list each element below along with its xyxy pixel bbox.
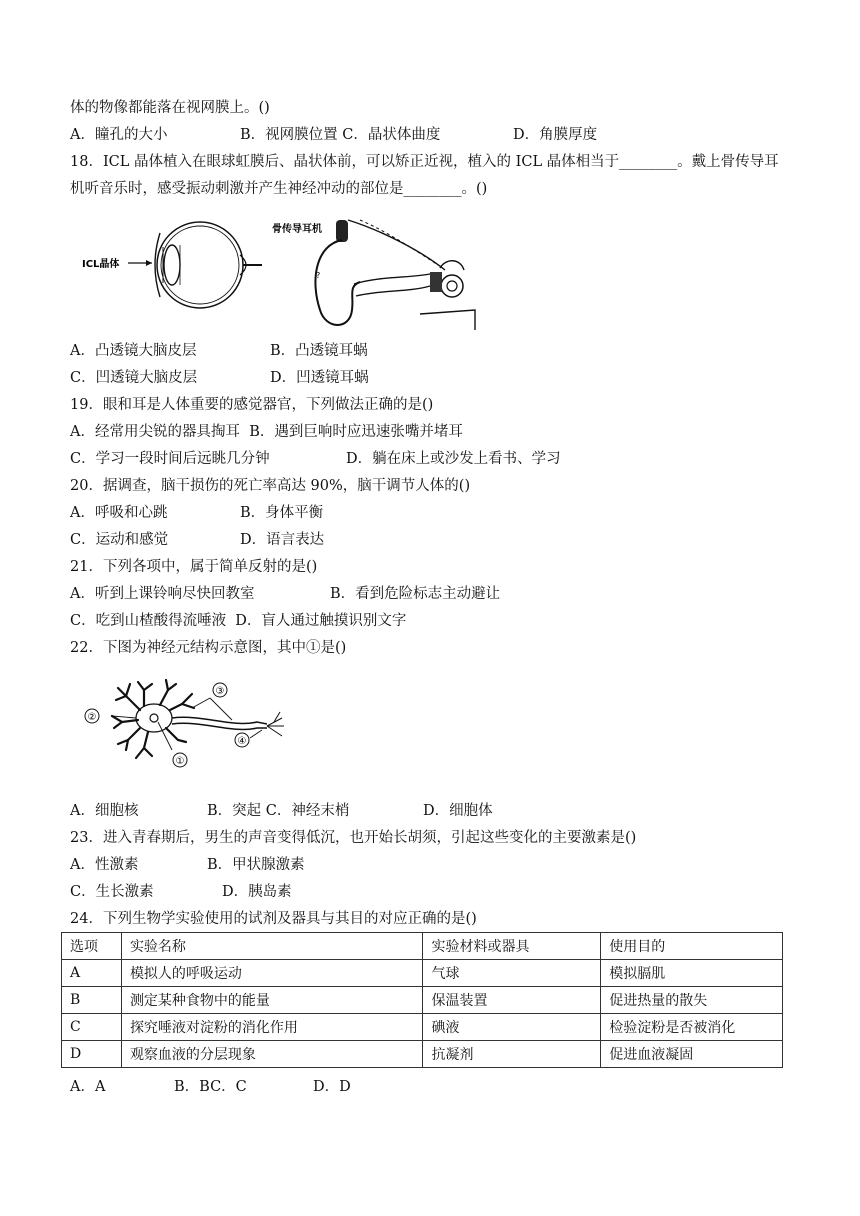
neuron-label-2: ② xyxy=(87,712,97,723)
q21-option-cd: C．吃到山楂酸得流唾液 D．盲人通过触摸识别文字 xyxy=(70,613,407,629)
table-cell: 探究唾液对淀粉的消化作用 xyxy=(121,1014,423,1041)
q22-stem: 22．下图为神经元结构示意图，其中①是() xyxy=(70,640,347,656)
q24-option-bc: B．BC．C xyxy=(174,1079,247,1095)
q18-option-d: D．凹透镜耳蜗 xyxy=(270,370,369,386)
q24-stem: 24．下列生物学实验使用的试剂及器具与其目的对应正确的是() xyxy=(70,911,477,927)
table-row xyxy=(62,987,783,1014)
table-cell: 观察血液的分层现象 xyxy=(121,1041,423,1068)
q18-stem-line1: 18．ICL 晶体植入在眼球虹膜后、晶状体前，可以矫正近视，植入的 ICL 晶体相当于________。戴上骨传导耳 xyxy=(70,154,779,170)
neuron-label-4: ④ xyxy=(237,736,247,747)
ear-figure xyxy=(270,210,480,335)
experiment-table xyxy=(61,932,783,1068)
table-header-cell: 实验名称 xyxy=(121,933,423,960)
eye-figure xyxy=(80,215,265,315)
table-header-row xyxy=(62,933,783,960)
q18-option-c: C．凹透镜大脑皮层 xyxy=(70,370,198,386)
table-cell: D xyxy=(62,1041,122,1068)
table-cell: 促进血液凝固 xyxy=(601,1041,783,1068)
q23-option-c: C．生长激素 xyxy=(70,884,154,900)
table-cell: 气球 xyxy=(423,960,601,987)
table-header-cell: 选项 xyxy=(62,933,122,960)
q20-option-d: D．语言表达 xyxy=(240,532,325,548)
ear-figure-label: 骨传导耳机 xyxy=(272,224,322,235)
q21-option-b: B．看到危险标志主动避让 xyxy=(330,586,501,602)
table-cell: 模拟人的呼吸运动 xyxy=(121,960,423,987)
table-row xyxy=(62,1014,783,1041)
q23-option-a: A．性激素 xyxy=(70,857,139,873)
q19-option-ab: A．经常用尖锐的器具掏耳 B．遇到巨响时应迅速张嘴并堵耳 xyxy=(70,424,463,440)
q20-option-c: C．运动和感觉 xyxy=(70,532,169,548)
q19-option-d: D．躺在床上或沙发上看书、学习 xyxy=(346,451,561,467)
q17-option-bc: B．视网膜位置 C．晶状体曲度 xyxy=(240,127,441,143)
table-row xyxy=(62,960,783,987)
q21-option-a: A．听到上课铃响尽快回教室 xyxy=(70,586,255,602)
table-cell: A xyxy=(62,960,122,987)
q21-stem: 21．下列各项中，属于简单反射的是() xyxy=(70,559,318,575)
q18-option-b: B．凸透镜耳蜗 xyxy=(270,343,368,359)
table-header-cell: 使用目的 xyxy=(601,933,783,960)
table-cell: 碘液 xyxy=(423,1014,601,1041)
neuron-label-1: ① xyxy=(175,756,185,767)
table-cell: 保温装置 xyxy=(423,987,601,1014)
q22-option-a: A．细胞核 xyxy=(70,803,139,819)
table-cell: B xyxy=(62,987,122,1014)
table-cell: 检验淀粉是否被消化 xyxy=(601,1014,783,1041)
q18-option-a: A．凸透镜大脑皮层 xyxy=(70,343,197,359)
q17-option-d: D．角膜厚度 xyxy=(513,127,598,143)
table-cell: 测定某种食物中的能量 xyxy=(121,987,423,1014)
q24-option-d: D．D xyxy=(313,1079,351,1095)
eye-figure-label: ICL晶体 xyxy=(82,259,120,270)
q22-option-bc: B．突起 C．神经末梢 xyxy=(207,803,350,819)
q20-option-a: A．呼吸和心跳 xyxy=(70,505,168,521)
q23-option-d: D．胰岛素 xyxy=(222,884,292,900)
q17-option-a: A．瞳孔的大小 xyxy=(70,127,168,143)
q20-option-b: B．身体平衡 xyxy=(240,505,324,521)
table-row xyxy=(62,1041,783,1068)
table-cell: 抗凝剂 xyxy=(423,1041,601,1068)
table-cell: 促进热量的散失 xyxy=(601,987,783,1014)
q24-option-a: A．A xyxy=(70,1079,106,1095)
neuron-label-3: ③ xyxy=(215,686,225,697)
table-cell: C xyxy=(62,1014,122,1041)
q22-option-d: D．细胞体 xyxy=(423,803,493,819)
table-header-cell: 实验材料或器具 xyxy=(423,933,601,960)
q23-stem: 23．进入青春期后，男生的声音变得低沉，也开始长胡须，引起这些变化的主要激素是() xyxy=(70,830,637,846)
q18-stem-line2: 机听音乐时，感受振动刺激并产生神经冲动的部位是________。() xyxy=(70,181,488,197)
q19-option-c: C．学习一段时间后远眺几分钟 xyxy=(70,451,270,467)
neuron-figure xyxy=(82,678,297,773)
q20-stem: 20．据调查，脑干损伤的死亡率高达 90%，脑干调节人体的() xyxy=(70,478,471,494)
q19-stem: 19．眼和耳是人体重要的感觉器官，下列做法正确的是() xyxy=(70,397,434,413)
table-cell: 模拟膈肌 xyxy=(601,960,783,987)
q17-stem-cont: 体的物像都能落在视网膜上。() xyxy=(70,100,270,116)
svg-text:?: ? xyxy=(316,271,321,280)
q23-option-b: B．甲状腺激素 xyxy=(207,857,305,873)
